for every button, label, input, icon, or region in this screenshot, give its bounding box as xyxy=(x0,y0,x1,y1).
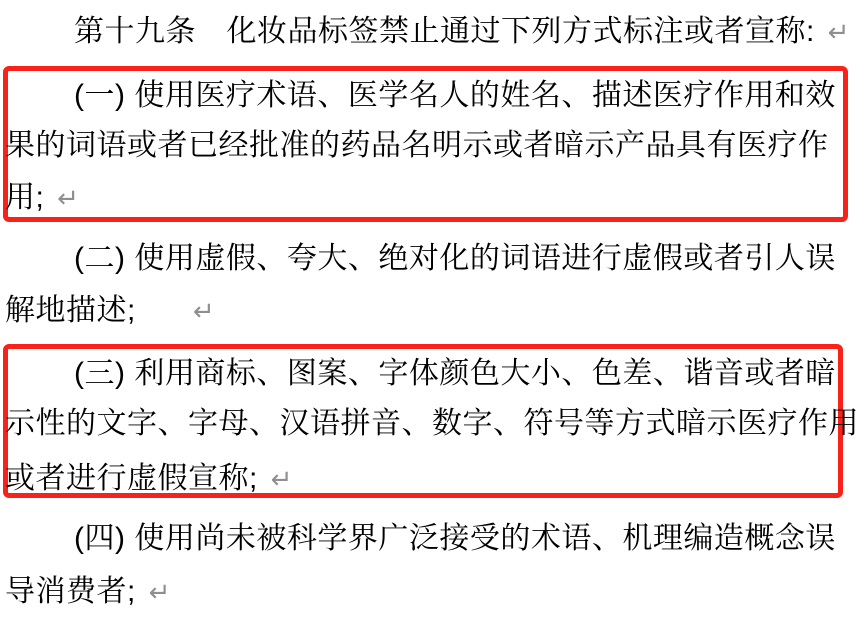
article-19-heading-line xyxy=(74,14,850,54)
paragraph-mark-icon: ↵ xyxy=(827,17,850,47)
line-text: (二) 使用虚假、夸大、绝对化的词语进行虚假或者引人误 xyxy=(74,242,836,275)
line-text: 导消费者; xyxy=(5,575,145,608)
line-text: 用; xyxy=(5,181,54,214)
line-text: (三) 利用商标、图案、字体颜色大小、色差、谐音或者暗 xyxy=(74,357,836,390)
line-text: 果的词语或者已经批准的药品名明示或者暗示产品具有医疗作 xyxy=(5,129,829,162)
item-2-line xyxy=(74,241,836,281)
line-text: 示性的文字、字母、汉语拼音、数字、符号等方式暗示医疗作用 xyxy=(5,407,859,440)
paragraph-mark-icon: ↵ xyxy=(192,296,216,326)
line-text: 解地描述; xyxy=(5,294,189,327)
item-1-line xyxy=(5,180,79,220)
paragraph-mark-icon: ↵ xyxy=(270,464,293,494)
line-text: (一) 使用医疗术语、医学名人的姓名、描述医疗作用和效 xyxy=(74,79,836,112)
item-3-line xyxy=(5,461,293,501)
item-1-line xyxy=(74,78,836,118)
line-text: 或者进行虚假宣称; xyxy=(5,462,267,495)
item-4-line xyxy=(74,521,836,561)
paragraph-mark-icon: ↵ xyxy=(148,577,171,607)
item-4-line xyxy=(5,574,171,614)
line-text: (四) 使用尚未被科学界广泛接受的术语、机理编造概念误 xyxy=(74,522,836,555)
item-3-line xyxy=(5,406,859,446)
line-text: 第十九条 化妆品标签禁止通过下列方式标注或者宣称: xyxy=(74,15,824,48)
item-3-line xyxy=(74,356,836,396)
item-2-line xyxy=(5,293,215,333)
item-1-line xyxy=(5,128,829,168)
paragraph-mark-icon: ↵ xyxy=(57,183,80,213)
